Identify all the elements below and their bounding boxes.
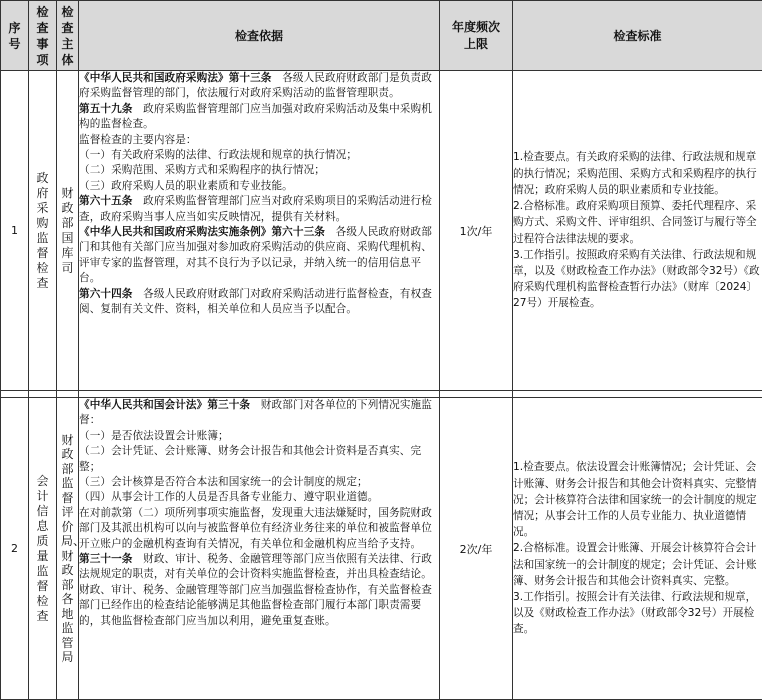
- table-row: [1, 398, 762, 700]
- header-basis: 检查依据: [79, 1, 440, 71]
- standard-list: [513, 459, 762, 637]
- basis-text: 在对前款第（二）项所列事项实施监督，发现重大违法嫌疑时，国务院财政部门及其派出机构可以向与被监督单位有经济业务往来的单位和被监督单位开立账户的金融机构查询有关情况，有关单位和金融机构应当给予支持。: [79, 507, 432, 550]
- basis-text: 各级人民政府财政部门和其他有关部门应当加强对参加政府采购活动的供应商、采购代理机构、评审专家的监督管理，对其不良行为予以记录，并纳入统一的信用信息平台。: [79, 226, 432, 284]
- basis-text: （三）政府采购人员的职业素质和专业技能。: [79, 180, 293, 192]
- standard-item: 2.合格标准。政府采购项目预算、委托代理程序、采购方式、采购文件、评审组织、合同签订与履行等全过程符合法律法规的要求。: [513, 198, 762, 247]
- basis-paragraph: [79, 287, 439, 318]
- standard-list: [513, 149, 762, 311]
- basis-article-title: 第六十五条: [79, 195, 132, 207]
- row-standard: [513, 71, 762, 391]
- header-subject: 检查主体: [57, 1, 79, 71]
- basis-text: 财政、审计、税务、金融管理等部门应当依照有关法律、行政法规规定的职责，对有关单位的会计资料实施监督检查，并出具检查结论。: [79, 553, 432, 580]
- basis-list: [79, 398, 439, 629]
- basis-article-title: 第三十一条: [79, 553, 132, 565]
- basis-text: 政府采购监督管理部门应当对政府采购项目的采购活动进行检查，政府采购当事人应当如实反映情况，提供有关材料。: [79, 195, 432, 222]
- basis-article-title: 第六十四条: [79, 288, 132, 300]
- basis-text: （一）是否依法设置会计账簿；: [79, 430, 229, 442]
- basis-article-title: 《中华人民共和国政府采购法实施条例》第六十三条: [79, 226, 325, 238]
- basis-text: 各级人民政府财政部门是负责政府采购监督管理的部门，依法履行对政府采购活动的监督管理职责。: [79, 72, 432, 99]
- row-subject: 财政部监督评价局、财政部各地监管局: [57, 398, 79, 700]
- row-freq: 2次/年: [440, 398, 513, 700]
- basis-paragraph: [79, 475, 439, 490]
- header-row: [1, 1, 762, 71]
- header-freq: 年度频次上限: [440, 1, 513, 71]
- table-row: [1, 71, 762, 391]
- basis-paragraph: [79, 225, 439, 287]
- row-freq: 1次/年: [440, 71, 513, 391]
- basis-list: [79, 71, 439, 318]
- basis-paragraph: [79, 429, 439, 444]
- basis-paragraph: [79, 583, 439, 629]
- basis-text: （一）有关政府采购的法律、行政法规和规章的执行情况；: [79, 149, 357, 161]
- basis-text: 财政部门对各单位的下列情况实施监督：: [79, 399, 432, 426]
- basis-paragraph: [79, 506, 439, 552]
- standard-item: 1.检查要点。依法设置会计账簿情况；会计凭证、会计账簿、财务会计报告和其他会计资料真实、完整情况；会计核算符合法律和国家统一的会计制度的规定情况；从事会计工作的人员专业能力、执业道德情况。: [513, 459, 762, 540]
- basis-paragraph: [79, 194, 439, 225]
- row-item: 会计信息质量监督检查: [29, 398, 57, 700]
- basis-paragraph: [79, 163, 439, 178]
- header-item: 检查事项: [29, 1, 57, 71]
- row-seq: 1: [1, 71, 29, 391]
- row-standard: [513, 398, 762, 700]
- basis-paragraph: [79, 148, 439, 163]
- basis-paragraph: [79, 444, 439, 475]
- standard-item: 1.检查要点。有关政府采购的法律、行政法规和规章的执行情况；采购范围、采购方式和采购程序的执行情况；政府采购人员的职业素质和专业技能。: [513, 149, 762, 198]
- basis-text: （三）会计核算是否符合本法和国家统一的会计制度的规定；: [79, 476, 368, 488]
- basis-article-title: 《中华人民共和国会计法》第三十条: [79, 399, 250, 411]
- header-std: 检查标准: [513, 1, 762, 71]
- basis-paragraph: [79, 179, 439, 194]
- header-seq: 序号: [1, 1, 29, 71]
- basis-paragraph: [79, 398, 439, 429]
- basis-text: （二）采购范围、采购方式和采购程序的执行情况；: [79, 164, 325, 176]
- basis-text: （二）会计凭证、会计账簿、财务会计报告和其他会计资料是否真实、完整；: [79, 445, 421, 472]
- row-basis: [79, 71, 440, 391]
- row-item: 政府采购监督检查: [29, 71, 57, 391]
- row-basis: [79, 398, 440, 700]
- basis-article-title: 第五十九条: [79, 103, 132, 115]
- basis-text: 财政、审计、税务、金融管理等部门应当加强监督检查协作，有关监督检查部门已经作出的检查结论能够满足其他监督检查部门履行本部门职责需要的，其他监督检查部门应当加以利用，避免重复查账。: [79, 584, 432, 627]
- basis-paragraph: [79, 133, 439, 148]
- standard-item: 3.工作指引。按照政府采购有关法律、行政法规和规章，以及《财政检查工作办法》（财政部令32号）《政府采购代理机构监督检查暂行办法》（财库〔2024〕27号）开展检查。: [513, 247, 762, 312]
- basis-paragraph: [79, 71, 439, 102]
- basis-article-title: 《中华人民共和国政府采购法》第十三条: [79, 72, 272, 84]
- basis-paragraph: [79, 490, 439, 505]
- basis-text: 各级人民政府财政部门对政府采购活动进行监督检查，有权查阅、复制有关文件、资料，相关单位和人员应当予以配合。: [79, 288, 432, 315]
- basis-text: 政府采购监督管理部门应当加强对政府采购活动及集中采购机构的监督检查。: [79, 103, 432, 130]
- row-subject: 财政部国库司: [57, 71, 79, 391]
- row-seq: 2: [1, 398, 29, 700]
- basis-text: 监督检查的主要内容是：: [79, 134, 197, 146]
- basis-paragraph: [79, 102, 439, 133]
- basis-text: （四）从事会计工作的人员是否具备专业能力、遵守职业道德。: [79, 491, 378, 503]
- standard-item: 3.工作指引。按照会计有关法律、行政法规和规章，以及《财政检查工作办法》（财政部令32号）开展检查。: [513, 589, 762, 638]
- standard-item: 2.合格标准。设置会计账簿、开展会计核算符合会计法和国家统一的会计制度的规定；会计凭证、会计账簿、财务会计报告和其他会计资料真实、完整。: [513, 540, 762, 589]
- basis-paragraph: [79, 552, 439, 583]
- row-gap: [1, 391, 762, 398]
